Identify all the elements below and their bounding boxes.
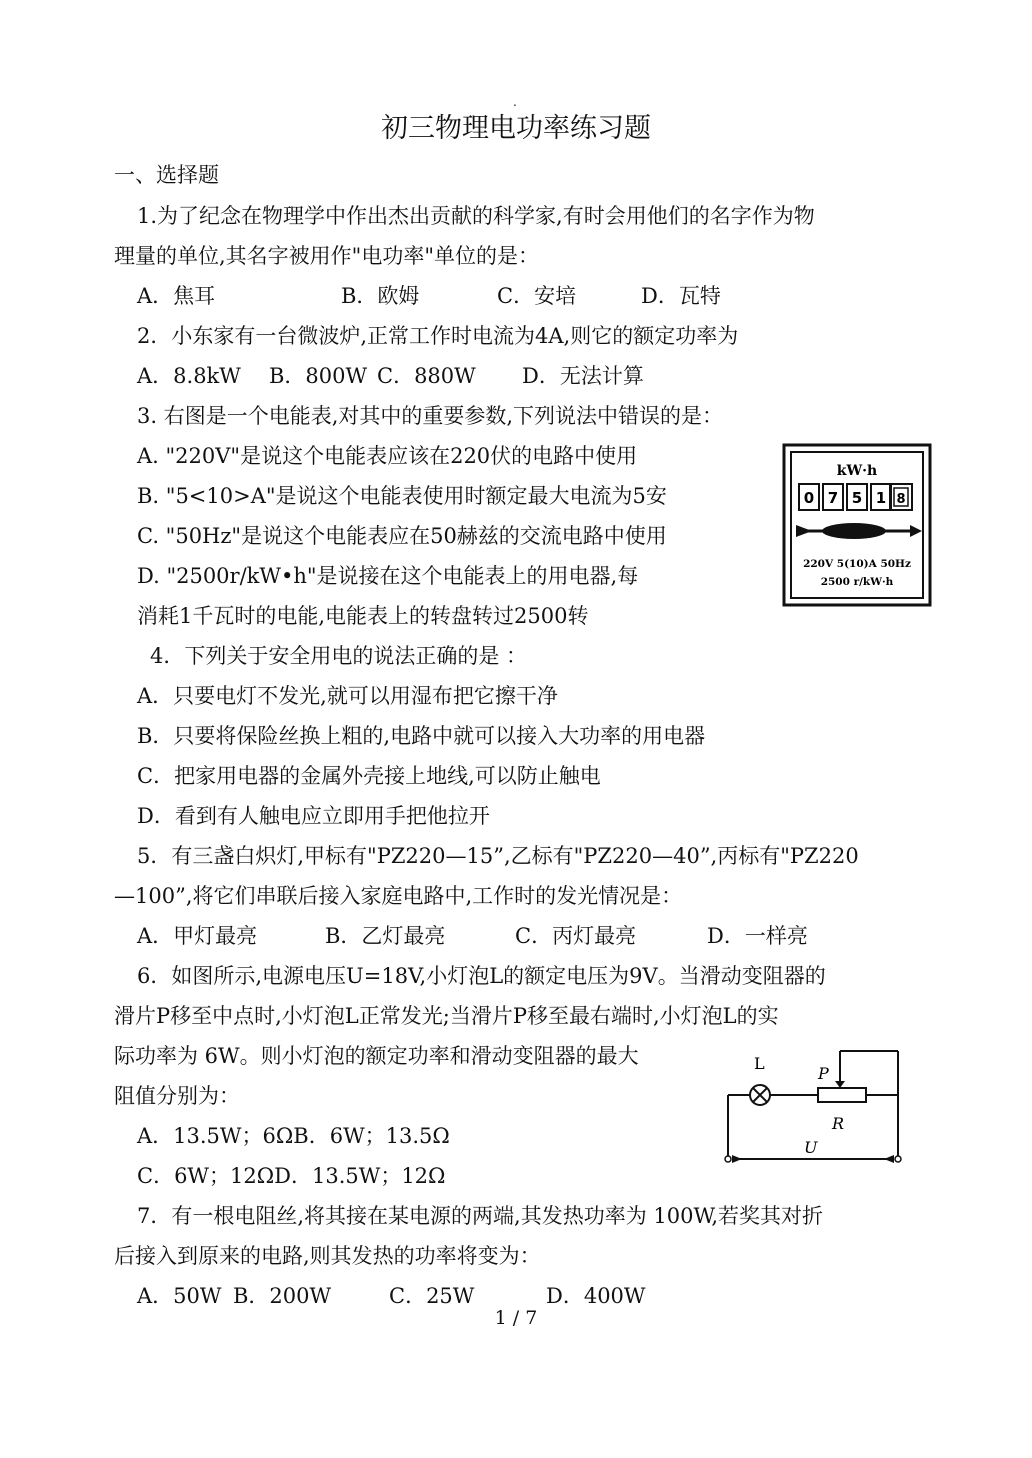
question-3-option-d: D. "2500r/kW•h"是说接在这个电能表上的用电器,每 <box>137 564 639 588</box>
lamp-label: L <box>754 1054 765 1073</box>
question-6-line-3: 际功率为 6W。则小灯泡的额定功率和滑动变阻器的最大 <box>114 1044 639 1068</box>
option-a: A．焦耳 <box>137 284 216 308</box>
option-c: C．安培 <box>497 284 577 308</box>
header-dot: . <box>513 95 517 109</box>
question-3-line-1: 3. 右图是一个电能表,对其中的重要参数,下列说法中错误的是： <box>137 404 724 428</box>
question-6-options-ab: A．13.5W；6ΩB．6W；13.5Ω <box>137 1124 450 1148</box>
question-3-option-a: A. "220V"是说这个电能表应该在220伏的电路中使用 <box>137 444 638 468</box>
meter-unit: kW·h <box>836 463 878 479</box>
meter-digit-1: 0 <box>803 489 815 507</box>
question-4-option-b: B．只要将保险丝换上粗的,电路中就可以接入大功率的用电器 <box>137 724 706 748</box>
question-5-line-2: —100”,将它们串联后接入家庭电路中,工作时的发光情况是： <box>114 884 683 908</box>
question-6-line-1: 6．如图所示,电源电压U=18V,小灯泡L的额定电压为9V。当滑动变阻器的 <box>137 964 826 988</box>
option-b: B．乙灯最亮 <box>325 924 446 948</box>
option-b: B．200W <box>233 1284 332 1308</box>
question-4-option-d: D．看到有人触电应立即用手把他拉开 <box>137 804 490 828</box>
question-4-line-1: 4．下列关于安全用电的说法正确的是 ： <box>150 644 528 668</box>
option-c: C．25W <box>389 1284 475 1308</box>
question-2-line-1: 2．小东家有一台微波炉,正常工作时电流为4A,则它的额定功率为 <box>137 324 739 348</box>
section-heading: 一、选择题 <box>114 163 219 187</box>
question-6-line-2: 滑片P移至中点时,小灯泡L正常发光;当滑片P移至最右端时,小灯泡L的实 <box>114 1004 779 1028</box>
circuit-diagram-figure <box>720 1043 906 1165</box>
question-5-line-1: 5．有三盏白炽灯,甲标有"PZ220—15”,乙标有"PZ220—40”,丙标有"PZ220 <box>137 844 859 868</box>
option-d: D．无法计算 <box>522 364 644 388</box>
question-3-option-b: B. "5<10>A"是说这个电能表使用时额定最大电流为5安 <box>137 484 667 508</box>
question-7-line-2: 后接入到原来的电路,则其发热的功率将变为： <box>114 1244 541 1268</box>
option-d: D．一样亮 <box>707 924 808 948</box>
option-d: D．400W <box>546 1284 646 1308</box>
option-b: B．欧姆 <box>341 284 420 308</box>
option-a: A．8.8kW <box>137 364 241 388</box>
page-title: 初三物理电功率练习题 <box>381 113 651 144</box>
question-1-line-2: 理量的单位,其名字被用作"电功率"单位的是： <box>114 244 539 268</box>
meter-digit-3: 5 <box>851 489 863 507</box>
resistor-label: R <box>832 1114 845 1133</box>
voltage-label: U <box>804 1138 818 1157</box>
meter-digit-4: 1 <box>875 489 887 507</box>
option-a: A．甲灯最亮 <box>137 924 258 948</box>
option-a: A．50W <box>137 1284 222 1308</box>
question-6-options-cd: C．6W；12ΩD．13.5W；12Ω <box>137 1164 446 1188</box>
option-d: D．瓦特 <box>641 284 721 308</box>
meter-digit-2: 7 <box>827 489 839 507</box>
question-6-line-4: 阻值分别为： <box>114 1084 240 1108</box>
question-3-option-d-cont: 消耗1千瓦时的电能,电能表上的转盘转过2500转 <box>137 604 589 628</box>
meter-spec-1: 220V 5(10)A 50Hz <box>803 558 911 570</box>
question-1-line-1: 1.为了纪念在物理学中作出杰出贡献的科学家,有时会用他们的名字作为物 <box>137 204 815 228</box>
option-c: C．丙灯最亮 <box>515 924 637 948</box>
question-4-option-c: C．把家用电器的金属外壳接上地线,可以防止触电 <box>137 764 601 788</box>
meter-spec-2: 2500 r/kW·h <box>820 576 894 588</box>
slider-arrow-icon <box>835 1081 845 1088</box>
question-3-option-c: C. "50Hz"是说这个电能表应在50赫兹的交流电路中使用 <box>137 524 667 548</box>
electric-meter-figure <box>782 443 932 607</box>
meter-digit-5: 8 <box>896 492 906 507</box>
option-b: B．800W <box>269 364 368 388</box>
page-number: 1 / 7 <box>494 1307 538 1329</box>
question-4-option-a: A．只要电灯不发光,就可以用湿布把它擦干净 <box>137 684 558 708</box>
slider-label: P <box>818 1064 829 1083</box>
question-7-line-1: 7．有一根电阻丝,将其接在某电源的两端,其发热功率为 100W,若奖其对折 <box>137 1204 824 1228</box>
option-c: C．880W <box>377 364 476 388</box>
